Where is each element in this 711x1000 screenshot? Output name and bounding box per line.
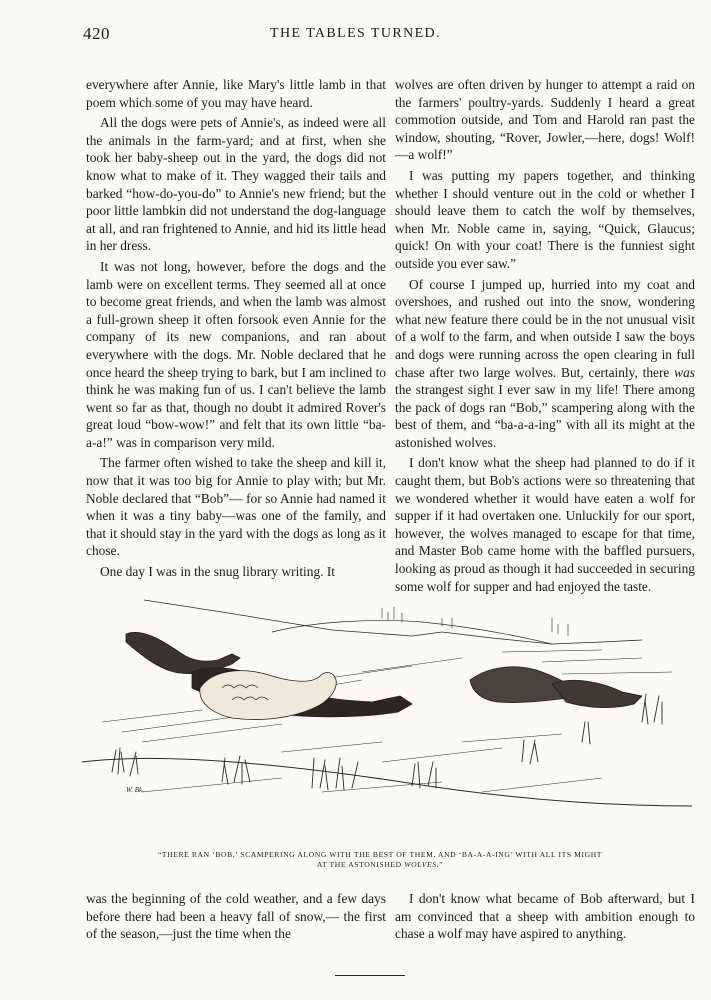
running-title: THE TABLES TURNED.	[270, 26, 441, 41]
emphasis: was	[674, 364, 695, 380]
dog-leading	[126, 632, 240, 673]
paragraph: I don't know what the sheep had planned to do if it caught them, but Bob's actions were so threatening that we wondered whether it would have eaten a wolf for supper if it had overtaken one. Unluckily for our sport, however, the wolves managed to escape for that time, and Master Bob came home with the baffled pursuers, looking as proud as though it had succeeded in securing some wolf for supper and had enjoyed the taste.	[395, 455, 695, 594]
page-number: 420	[83, 24, 110, 43]
wolf-two	[552, 680, 642, 707]
right-column-top	[395, 76, 695, 598]
horizon-line	[144, 600, 642, 644]
caption-line-1: “THERE RAN ‘BOB,’ SCAMPERING ALONG WITH THE BEST OF THEM, AND ‘BA-A-A-ING’ WITH ALL ITS MIGHT	[157, 850, 603, 859]
paragraph-text: Of course I jumped up, hurried into my coat and overshoes, and rushed out into the snow, wondering what new feature there could be in the not unusual visit of a wolf to the farm, and when outside I saw the boys and dogs were running across the open clearing in full chase after two large wolves. But, certainly, there	[395, 276, 695, 380]
foreground-shading	[82, 758, 692, 806]
distant-hill	[272, 620, 552, 644]
artist-signature: W. Bk.	[126, 786, 144, 794]
paragraph: The farmer often wished to take the sheep and kill it, now that it was too big for Annie to play with; but Mr. Noble declared that “Bob”— for so Annie had named it when it was a tiny baby—was one of the family, and that it should stay in the yard with the dogs as long as it chose.	[86, 455, 386, 559]
right-column-bottom	[395, 890, 695, 946]
illustration-caption	[110, 850, 650, 870]
paragraph: One day I was in the snug library writing. It	[100, 564, 336, 580]
left-column-top	[86, 76, 386, 584]
chase-illustration	[82, 592, 692, 832]
caption-emphasis: WOLVES.	[404, 860, 440, 869]
paragraph: was the beginning of the cold weather, and a few days before there had been a heavy fall of snow,— the first of the season,—just the time when the	[86, 891, 386, 942]
paragraph: All the dogs were pets of Annie's, as indeed were all the animals in the farm-yard; and at first, when she took her baby-sheep out in the yard, the dogs did not know what to make of it. They wagged their tails and barked “how-do-you-do” to Annie's new friend; but the poor little lambkin did not understand the dog-language at all, and ran frightened to Annie, and hid its little head in her dress.	[86, 115, 386, 254]
paragraph: I don't know what became of Bob afterward, but I am convinced that a sheep with ambition enough to chase a wolf may have aspired to anything.	[395, 891, 695, 942]
caption-text: AT THE ASTONISHED	[316, 860, 405, 869]
caption-text: ”	[439, 860, 444, 869]
paragraph: wolves are often driven by hunger to attempt a raid on the farmers' poultry-yards. Suddenly I heard a great commotion outside, and Tom and Harold ran past the window, shouting, “Rover, Jowler,—here, dogs! Wolf!—a wolf!”	[395, 77, 695, 163]
paragraph: I was putting my papers together, and thinking whether I should venture out in the cold or whether I should leave them to catch the wolf by themselves, when Mr. Noble came in, saying, “Quick, Glaucus; quick! On with your coat! There is the funniest sight outside you ever saw.”	[395, 167, 695, 271]
paragraph-text: the strangest sight I ever saw in my life! There among the pack of dogs ran “Bob,” scampering along with the best of them, and “ba-a-a-ing” with all its might at the astonished wolves.	[395, 382, 695, 450]
paragraph: It was not long, however, before the dogs and the lamb were on excellent terms. They seemed all at once to become great friends, and when the lamb was almost a full-grown sheep it often forsook even Annie for the company of its new companions, and ran about everywhere with the dogs. Mr. Noble declared that he once heard the sheep trying to bark, but I am inclined to think he was making fun of us. I can't believe the lamb went so far as that, though no doubt it admired Rover's great loud “bow-wow!” and felt that its own little “ba-a-a!” was in comparison very mild.	[86, 258, 386, 450]
paragraph: everywhere after Annie, like Mary's little lamb in that poem which some of you may have heard.	[86, 77, 386, 110]
left-column-bottom	[86, 890, 386, 946]
end-rule	[335, 975, 405, 976]
paragraph	[395, 276, 695, 452]
caption-line-2	[110, 860, 650, 870]
